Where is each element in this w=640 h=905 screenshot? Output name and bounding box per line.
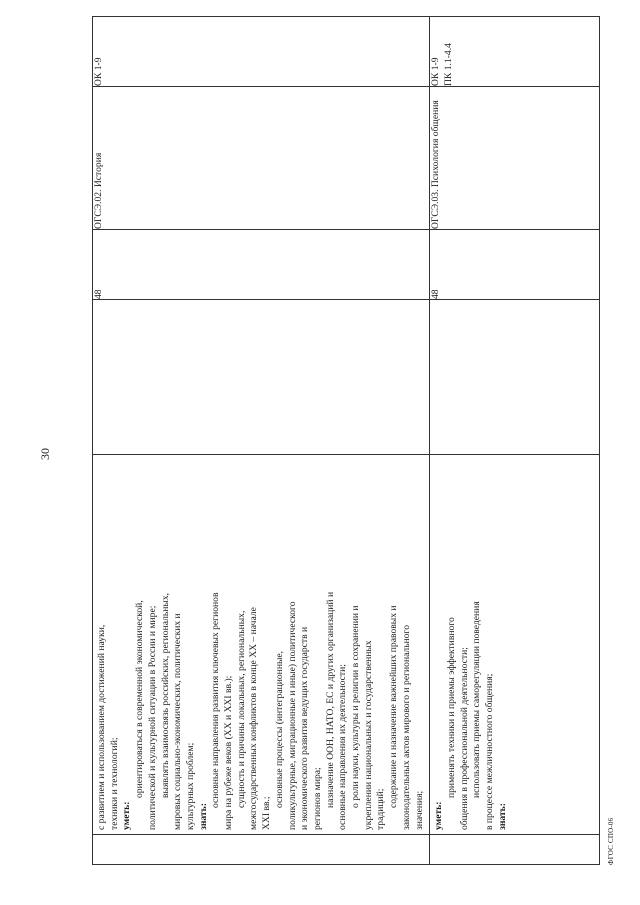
hours-cell: 48: [430, 230, 600, 300]
text-line: сущность и причины локальных, региональных,: [235, 610, 247, 808]
discipline-cell: ОГСЭ.03. Психология общения: [430, 87, 600, 230]
competence-code: ОК 1-9: [430, 57, 442, 86]
table-row-psychology: [430, 17, 600, 865]
text-line: знать:: [197, 803, 209, 830]
document-footer: ФГОС СПО-06: [607, 817, 615, 865]
competency-table: [92, 16, 600, 865]
text-line: укреплении национальных и государственных: [362, 640, 374, 830]
text-line: использовать приемы саморегуляции поведения: [471, 601, 483, 798]
text-line: и экономического развития ведущих государств и: [299, 626, 311, 830]
text-line: основные направления развития ключевых регионов: [210, 592, 222, 808]
text-line: культурных проблем;: [184, 742, 196, 830]
competence-cell: [93, 17, 430, 87]
text-line: общения в профессиональной деятельности;: [458, 647, 470, 830]
requirements-cell: [93, 455, 430, 835]
competence-cell: [430, 17, 600, 87]
text-line: политической и культурной ситуации в России и мире;: [146, 605, 158, 830]
competence-code: ОК 1-9: [93, 57, 104, 86]
text-line: регионов мира;: [311, 767, 323, 830]
page-number: 30: [38, 448, 52, 460]
blank-cell: [430, 300, 600, 455]
text-line: техники и технологий;: [108, 737, 120, 830]
text-line: основные процессы (интеграционные,: [273, 650, 285, 808]
text-line: поликультурные, миграционные и иные) политического: [286, 601, 298, 830]
text-line: традиций;: [375, 788, 387, 830]
text-line: в процессе межличностного общения;: [484, 673, 496, 830]
hours-cell: 48: [93, 230, 430, 300]
text-line: знать:: [496, 803, 508, 830]
blank-cell: [93, 300, 430, 455]
text-line: с развитием и использованием достижений науки,: [96, 624, 107, 830]
table-row-history: [93, 17, 430, 865]
text-line: содержание и назначение важнейших правовых и: [388, 605, 400, 808]
requirements-cell: [430, 455, 600, 835]
text-line: законодательных актов мирового и регионального: [400, 624, 412, 830]
text-line: значения;: [413, 790, 425, 830]
text-line: мировых социально-экономических, политических и: [172, 613, 184, 830]
index-cell: [93, 835, 430, 865]
discipline-cell: ОГСЭ.02. История: [93, 87, 430, 230]
competence-code: ПК 1.1-4.4: [442, 43, 454, 86]
text-line: выявлять взаимосвязь российских, региональных,: [159, 592, 171, 798]
text-line: уметь:: [433, 801, 445, 830]
index-cell: [430, 835, 600, 865]
text-line: применять техники и приемы эффективного: [445, 617, 457, 798]
text-line: основные направления их деятельности;: [337, 664, 349, 830]
text-line: уметь:: [121, 801, 133, 830]
text-line: мира на рубеже веков (XX и XXI вв.);: [223, 675, 235, 830]
text-line: о роли науки, культуры и религии в сохранении и: [350, 605, 362, 808]
text-line: межгосударственных конфликтов в конце XX – начале: [248, 607, 260, 830]
text-line: назначение ООН, НАТО, ЕС и других организаций и: [324, 591, 336, 808]
text-line: XXI вв.;: [261, 796, 273, 830]
text-line: ориентироваться в современной экономической,: [134, 600, 146, 798]
